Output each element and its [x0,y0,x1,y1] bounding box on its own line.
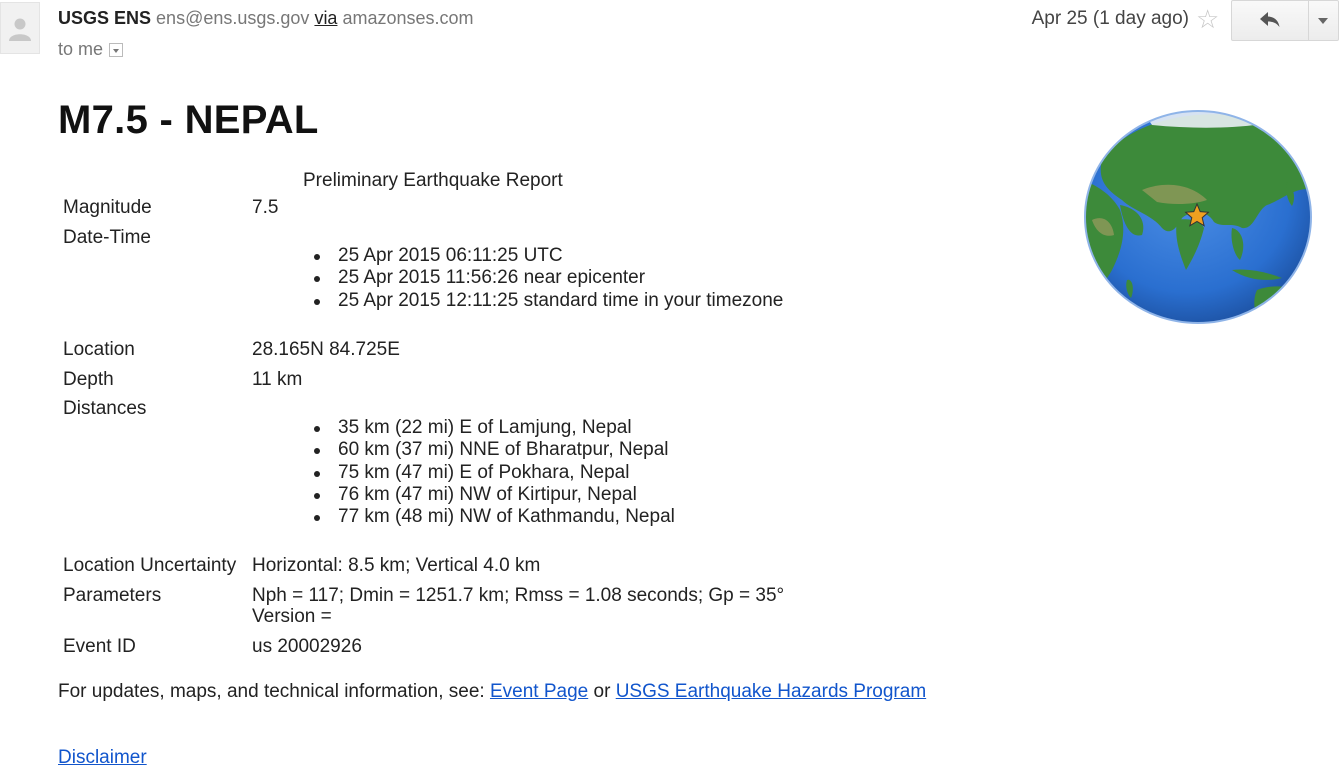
event-page-link[interactable]: Event Page [489,681,589,702]
footer-connector: or [593,681,611,702]
list-item: 25 Apr 2015 11:56:26 near epicenter [314,267,783,289]
reply-button[interactable] [1232,1,1309,40]
depth-label: Depth [63,369,114,390]
distances-list [314,417,675,528]
datetime-label: Date-Time [63,227,151,248]
distances-label: Distances [63,398,147,419]
location-label: Location [63,339,135,360]
footer-intro: For updates, maps, and technical information, see: [58,681,485,702]
list-item: 77 km (48 mi) NW of Kathmandu, Nepal [314,506,675,528]
reply-icon [1259,11,1281,29]
list-item: 35 km (22 mi) E of Lamjung, Nepal [314,417,675,439]
sender-email: ens@ens.usgs.gov [156,8,310,28]
version-value: Version = [252,606,332,627]
parameters-value: Nph = 117; Dmin = 1251.7 km; Rmss = 1.08 seconds; Gp = 35° [252,585,785,606]
list-item: 60 km (37 mi) NNE of Bharatpur, Nepal [314,439,675,461]
event-id-value: us 20002926 [252,636,362,657]
list-item: 25 Apr 2015 12:11:25 standard time in your timezone [314,290,783,312]
email-title: M7.5 - NEPAL [58,98,319,142]
uncertainty-value: Horizontal: 8.5 km; Vertical 4.0 km [252,555,541,576]
recipient-details-dropdown[interactable] [109,43,123,57]
usgs-hazards-link[interactable]: USGS Earthquake Hazards Program [615,681,927,702]
parameters-label: Parameters [63,585,162,606]
magnitude-value: 7.5 [252,197,279,218]
list-item: 76 km (47 mi) NW of Kirtipur, Nepal [314,484,675,506]
recipient-label: to me [58,39,104,59]
reply-button-group [1231,0,1339,41]
via-link[interactable]: via [314,8,338,28]
person-icon [5,17,35,41]
star-icon[interactable]: ☆ [1196,4,1220,34]
list-item: 25 Apr 2015 06:11:25 UTC [314,245,783,267]
event-id-label: Event ID [63,636,136,657]
depth-value: 11 km [252,369,303,390]
more-options-button[interactable] [1308,1,1338,40]
recipient-line [58,39,123,60]
via-domain: amazonses.com [342,8,474,28]
list-item: 75 km (47 mi) E of Pokhara, Nepal [314,462,675,484]
sender-avatar[interactable] [0,2,40,54]
sender-name[interactable]: USGS ENS [58,8,152,28]
globe-map-image [1082,110,1314,326]
report-heading: Preliminary Earthquake Report [303,170,563,191]
email-date: Apr 25 (1 day ago) [1031,8,1189,29]
disclaimer-link[interactable]: Disclaimer [58,747,147,768]
datetime-list [314,245,783,312]
magnitude-label: Magnitude [63,197,152,218]
sender-line [58,8,474,29]
location-value: 28.165N 84.725E [252,339,400,360]
uncertainty-label: Location Uncertainty [63,555,237,576]
footer-text [58,681,926,703]
